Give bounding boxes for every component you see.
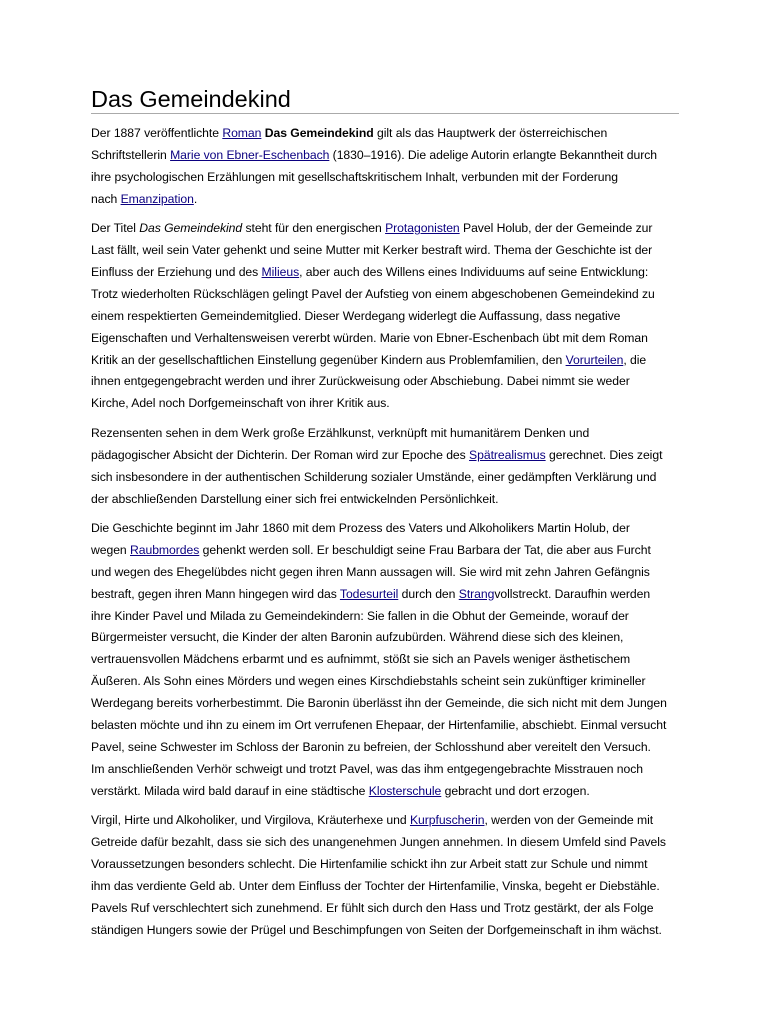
text-line: Im anschließenden Verhör schweigt und trotzt Pavel, was das ihm entgegengebrachte Misstrauen noch (91, 761, 644, 776)
link-marie-von-ebner-eschenbach[interactable]: Marie von Ebner-Eschenbach (170, 147, 330, 162)
paragraph-title-theme (91, 218, 679, 415)
text: gilt als das Hauptwerk der österreichischen (373, 126, 608, 140)
text-line: ihre Kinder Pavel und Milada zu Gemeindekindern: Sie fallen in die Obhut der Gemeinde, worauf der (91, 608, 629, 623)
text-line: sich insbesondere in der authentischen Schilderung sozialer Umstände, einer gedämpften Verklärung und (91, 469, 657, 484)
text-line: Eigenschaften und Verhaltensweisen vererbt würden. Marie von Ebner-Eschenbach übt mit dem Roman (91, 330, 648, 345)
paragraph-plot-beginning (91, 518, 679, 803)
link-spaetrealismus[interactable]: Spätrealismus (469, 447, 546, 462)
text: gehenkt werden soll. Er beschuldigt seine Frau Barbara der Tat, die aber aus Furcht (199, 542, 651, 557)
text-line: vertrauensvollen Mädchens erbarmt und es aufnimmt, stößt sie sich an Pavels weniger ästhetischem (91, 652, 631, 667)
text-line: ihre psychologischen Erzählungen mit gesellschaftskritischem Inhalt, verbunden mit der Forderung (91, 169, 618, 184)
text-line: einem respektierten Gemeindemitglied. Dieser Werdegang widerlegt die Auffassung, dass negative (91, 308, 621, 323)
text-line: Pavels Ruf verschlechtert sich zunehmend. Er fühlt sich durch den Hass und Trotz gestärkt, der als Folge (91, 900, 654, 915)
text-line: und wegen des Ehegelübdes nicht gegen ihren Mann aussagen will. Sie wird mit zehn Jahren Gefängnis (91, 564, 650, 579)
text: gerechnet. Dies zeigt (545, 447, 663, 462)
article (91, 86, 679, 942)
text-line: ihm das verdiente Geld ab. Unter dem Einfluss der Tochter der Hirtenfamilie, Vinska, begeht er Diebstähle. (91, 878, 660, 893)
link-emanzipation[interactable]: Emanzipation (120, 191, 194, 206)
text-line: Trotz wiederholten Rückschlägen gelingt Pavel der Aufstieg von einem abgeschobenen Gemeindekind zu (91, 286, 655, 301)
text-line (91, 781, 679, 803)
text: , die (623, 352, 647, 367)
text-line: Getreide dafür bezahlt, dass sie sich des unangenehmen Jungen annehmen. In diesem Umfeld sind Pavels (91, 835, 666, 850)
link-roman[interactable]: Roman (222, 126, 262, 140)
page-title: Das Gemeindekind (91, 86, 679, 114)
text-line: Rezensenten sehen in dem Werk große Erzählkunst, verknüpft mit humanitärem Denken und (91, 425, 590, 440)
text: vollstreckt. Daraufhin werden (494, 586, 651, 601)
text: . (193, 191, 198, 206)
bold-title: Das Gemeindekind (264, 126, 374, 140)
text: Einfluss der Erziehung und des (91, 264, 262, 279)
text-line (91, 145, 679, 167)
text-line: der abschließenden Darstellung einer sich frei entwickelnden Persönlichkeit. (91, 491, 499, 506)
text-line (91, 218, 679, 240)
link-todesurteil[interactable]: Todesurteil (339, 586, 399, 601)
text-line (91, 445, 679, 467)
text-line (91, 584, 679, 606)
text-line: Kirche, Adel noch Dorfgemeinschaft von ihrer Kritik aus. (91, 396, 390, 411)
text-line (91, 350, 679, 372)
text-line: belasten möchte und ihn zu einem im Ort verrufenen Ehepaar, der Hirtenfamilie, abschiebt. Einmal versucht (91, 718, 667, 733)
paragraph-intro (91, 123, 679, 211)
text: Virgil, Hirte und Alkoholiker, und Virgilova, Kräuterhexe und (91, 813, 410, 828)
text: Pavel Holub, der der Gemeinde zur (459, 221, 653, 236)
link-kurpfuscherin[interactable]: Kurpfuscherin (409, 813, 485, 828)
link-raubmordes[interactable]: Raubmordes (130, 542, 200, 557)
text-line (91, 123, 679, 145)
text: (1830–1916). Die adelige Autorin erlangte Bekanntheit durch (329, 147, 657, 162)
text-line (91, 540, 679, 562)
italic-title: Das Gemeindekind (139, 221, 243, 236)
text-line: ständigen Hungers sowie der Prügel und Beschimpfungen von Seiten der Dorfgemeinschaft in ihm wächst. (91, 922, 662, 937)
text: , aber auch des Willens eines Individuums auf seine Entwicklung: (299, 264, 649, 279)
text: durch den (398, 586, 459, 601)
text: wegen (91, 542, 130, 557)
text: Der Titel (91, 221, 140, 236)
text-line: Die Geschichte beginnt im Jahr 1860 mit dem Prozess des Vaters und Alkoholikers Martin Holub, der (91, 520, 630, 535)
text: Der 1887 veröffentlichte (91, 126, 223, 140)
text-line: Bürgermeister versucht, die Kinder der alten Baronin aufzubürden. Während diese sich des kleinen, (91, 630, 624, 645)
text-line (91, 262, 679, 284)
text: steht für den energischen (242, 221, 386, 236)
text: pädagogischer Absicht der Dichterin. Der Roman wird zur Epoche des (91, 447, 470, 462)
text-line: Pavel, seine Schwester im Schloss der Baronin zu befreien, der Schlosshund aber vereitelt den Versuch. (91, 739, 651, 754)
text-line: ihnen entgegengebracht werden und ihrer Zurückweisung oder Abschiebung. Dabei nimmt sie weder (91, 374, 630, 389)
text-line (91, 189, 679, 211)
text: , werden von der Gemeinde mit (484, 813, 654, 828)
link-strang[interactable]: Strang (458, 586, 495, 601)
paragraph-reception (91, 423, 679, 511)
text: bestraft, gegen ihren Mann hingegen wird das (91, 586, 340, 601)
paragraph-plot-shepherds (91, 810, 679, 941)
link-klosterschule[interactable]: Klosterschule (368, 783, 442, 798)
link-milieus[interactable]: Milieus (261, 264, 300, 279)
text: gebracht und dort erzogen. (441, 783, 590, 798)
text-line: Äußeren. Als Sohn eines Mörders und wegen eines Kirschdiebstahls scheint sein zukünftiger krimineller (91, 674, 646, 689)
text: nach (91, 191, 121, 206)
text-line (91, 810, 679, 832)
text: Kritik an der gesellschaftlichen Einstellung gegenüber Kindern aus Problemfamilien, den (91, 352, 566, 367)
text: Schriftstellerin (91, 147, 171, 162)
link-protagonisten[interactable]: Protagonisten (385, 221, 460, 236)
text-line: Voraussetzungen besonders schlecht. Die Hirtenfamilie schickt ihn zur Arbeit statt zur Schule und nimmt (91, 857, 648, 871)
link-vorurteilen[interactable]: Vorurteilen (565, 352, 624, 367)
text-line: Last fällt, weil sein Vater gehenkt und seine Mutter mit Kerker bestraft wird. Thema der Geschichte ist der (91, 243, 653, 258)
text-line: Werdegang bereits vorherbestimmt. Die Baronin überlässt ihn der Gemeinde, die sich nicht mit dem Jungen (91, 696, 667, 711)
text: verstärkt. Milada wird bald darauf in eine städtische (91, 783, 369, 798)
